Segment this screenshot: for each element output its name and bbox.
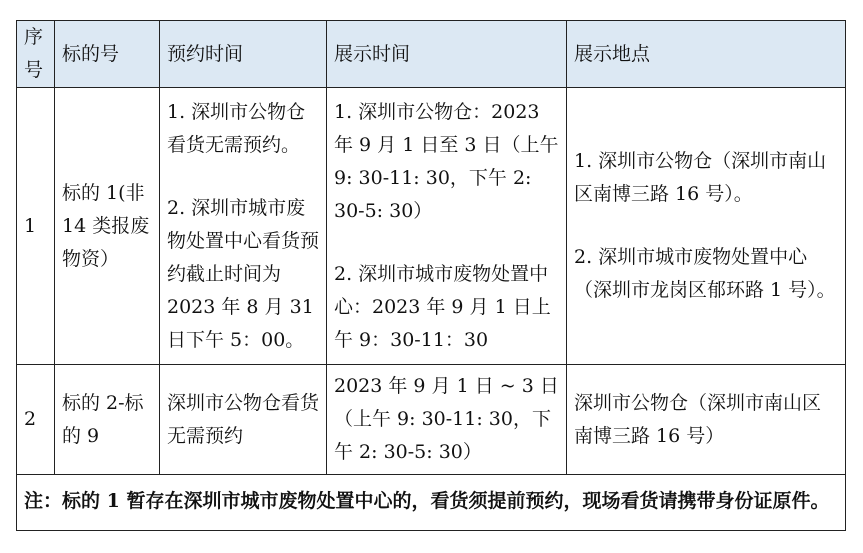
row-lot: 标的 2-标的 9 [55,365,160,475]
location-item: 1. 深圳市公物仓（深圳市南山区南博三路 16 号）。 [574,150,827,205]
row-location [567,365,846,475]
booking-item: 1. 深圳市公物仓看货无需预约。 [167,100,306,156]
header-lot: 标的号 [55,21,160,88]
row-display-time [327,88,567,365]
location-item: 深圳市公物仓（深圳市南山区南博三路 16 号） [574,391,822,447]
display-time-item: 2. 深圳市城市废物处置中心：2023 年 9 月 1 日上午 9：30-11：30 [334,262,551,351]
header-display-location: 展示地点 [567,21,846,88]
header-display-time: 展示时间 [327,21,567,88]
note-row [17,475,846,531]
row-lot: 标的 1(非 14 类报废物资） [55,88,160,365]
row-display-time [327,365,567,475]
row-booking [160,88,327,365]
booking-item: 深圳市公物仓看货无需预约 [167,391,320,447]
row-location [567,88,846,365]
row-booking [160,365,327,475]
note-text: 注：标的 1 暂存在深圳市城市废物处置中心的，看货须提前预约，现场看货请携带身份证原件。 [17,475,846,531]
display-time-item: 2023 年 9 月 1 日 ~ 3 日（上午 9: 30-11: 30，下午 2: 30-5: 30） [334,375,559,463]
location-item: 2. 深圳市城市废物处置中心（深圳市龙岗区郁环路 1 号）。 [574,246,836,301]
viewing-schedule-table [16,20,846,531]
display-time-item: 1. 深圳市公物仓：2023 年 9 月 1 日至 3 日（上午 9: 30-11: 30，下午 2: 30-5: 30） [334,100,559,222]
booking-item: 2. 深圳市城市废物处置中心看货预约截止时间为 2023 年 8 月 31 日下午 5：00。 [167,196,320,351]
table-row [17,88,846,365]
row-no: 1 [17,88,55,365]
row-no: 2 [17,365,55,475]
table-row [17,365,846,475]
header-booking-time: 预约时间 [160,21,327,88]
header-row [17,21,846,88]
header-no: 序号 [17,21,55,88]
